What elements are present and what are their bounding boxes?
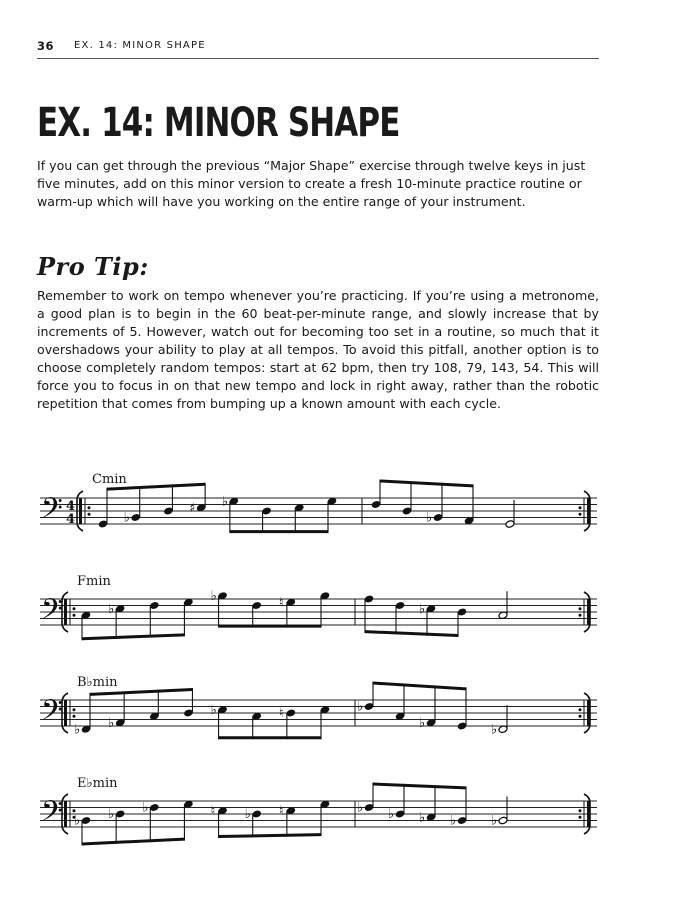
bass-clef-icon: 𝄢 <box>41 492 63 532</box>
repeat-dot <box>579 715 582 718</box>
note-beam <box>365 630 458 637</box>
flat-accidental: ♭ <box>357 699 364 715</box>
repeat-dot <box>73 715 76 718</box>
natural-accidental: ♮ <box>278 803 284 819</box>
flat-accidental: ♭ <box>210 702 217 718</box>
flat-accidental: ♭ <box>221 494 228 510</box>
flat-accidental: ♭ <box>210 588 217 604</box>
flat-accidental: ♭ <box>108 601 115 617</box>
note-beam <box>219 736 321 739</box>
running-head-title: EX. 14: MINOR SHAPE <box>74 40 206 51</box>
chord-symbol: Cmin <box>92 472 127 487</box>
flat-accidental: ♭ <box>108 715 115 731</box>
repeat-dot <box>579 809 582 812</box>
repeat-barline-thick <box>64 700 67 726</box>
repeat-barline-thick <box>64 801 67 827</box>
flat-accidental: ♭ <box>419 601 426 617</box>
flat-accidental: ♭ <box>74 722 81 738</box>
repeat-dot <box>579 607 582 610</box>
chord-symbol: Fmin <box>77 574 111 589</box>
note-beam <box>373 682 466 691</box>
flat-accidental: ♭ <box>388 807 395 822</box>
repeat-dot <box>73 708 76 711</box>
note-beam <box>219 833 321 838</box>
note-beam <box>373 783 466 790</box>
natural-accidental: ♮ <box>278 706 284 721</box>
note-beam <box>219 625 321 628</box>
note-beam <box>107 483 205 491</box>
chord-symbol: B♭min <box>77 675 118 690</box>
flat-accidental: ♭ <box>419 715 426 731</box>
pro-tip-heading: Pro Tip: <box>37 252 149 281</box>
natural-accidental: ♮ <box>210 803 216 819</box>
flat-accidental: ♭ <box>450 813 457 829</box>
flat-accidental: ♭ <box>419 810 426 826</box>
repeat-dot <box>579 708 582 711</box>
repeat-dot <box>579 513 582 516</box>
flat-accidental: ♭ <box>108 807 115 822</box>
flat-accidental: ♭ <box>491 722 498 738</box>
repeat-dot <box>579 816 582 819</box>
time-signature-bottom: 4 <box>66 512 76 527</box>
flat-accidental: ♭ <box>357 800 364 816</box>
note-beam <box>82 633 184 640</box>
bass-clef-icon: 𝄢 <box>41 795 63 835</box>
flat-accidental: ♭ <box>491 813 498 829</box>
time-signature-top: 4 <box>66 499 76 514</box>
note-beam <box>230 530 328 533</box>
sharp-accidental: ♯ <box>189 500 196 516</box>
flat-accidental: ♭ <box>426 510 433 526</box>
repeat-dot <box>73 809 76 812</box>
repeat-dot <box>88 513 91 516</box>
pro-tip-paragraph: Remember to work on tempo whenever you’re practicing. If you’re using a metronome, a good plan is to begin in the 60 beat-per-minute range, and slowly increase that by increments of 5. However, watch out for becoming too set in a routine, so much that it overshadows your ability to play at all tempos. To avoid this pitfall, another option is to choose completely random tempos: start at 62 bpm, then try 108, 79, 143, 54. This will force you to focus in on that new tempo and lock in right away, rather than the robotic repetition that comes from bumping up a known amount with each cycle. <box>37 288 599 411</box>
chord-symbol: E♭min <box>77 776 118 791</box>
bass-clef-icon: 𝄢 <box>41 593 63 633</box>
natural-accidental: ♮ <box>278 595 284 611</box>
flat-accidental: ♭ <box>244 807 251 822</box>
repeat-dot <box>88 506 91 509</box>
flat-accidental: ♭ <box>74 813 81 829</box>
flat-accidental: ♭ <box>123 510 130 526</box>
repeat-dot <box>579 506 582 509</box>
page-number: 36 <box>37 39 55 53</box>
repeat-dot <box>73 607 76 610</box>
flat-accidental: ♭ <box>142 800 149 816</box>
note-beam <box>90 688 192 696</box>
bass-clef-icon: 𝄢 <box>41 694 63 734</box>
intro-paragraph: If you can get through the previous “Major Shape” exercise through twelve keys in just five minutes, add on this minor version to create a fresh 10-minute practice routine or warm-up which will have you working on the entire range of your instrument. <box>37 158 586 209</box>
repeat-dot <box>73 614 76 617</box>
repeat-dot <box>579 614 582 617</box>
repeat-barline-thick <box>64 599 67 625</box>
page-title: EX. 14: MINOR SHAPE <box>37 100 400 146</box>
note-beam <box>380 480 473 488</box>
note-beam <box>82 838 184 846</box>
repeat-barline-thick <box>79 498 82 524</box>
